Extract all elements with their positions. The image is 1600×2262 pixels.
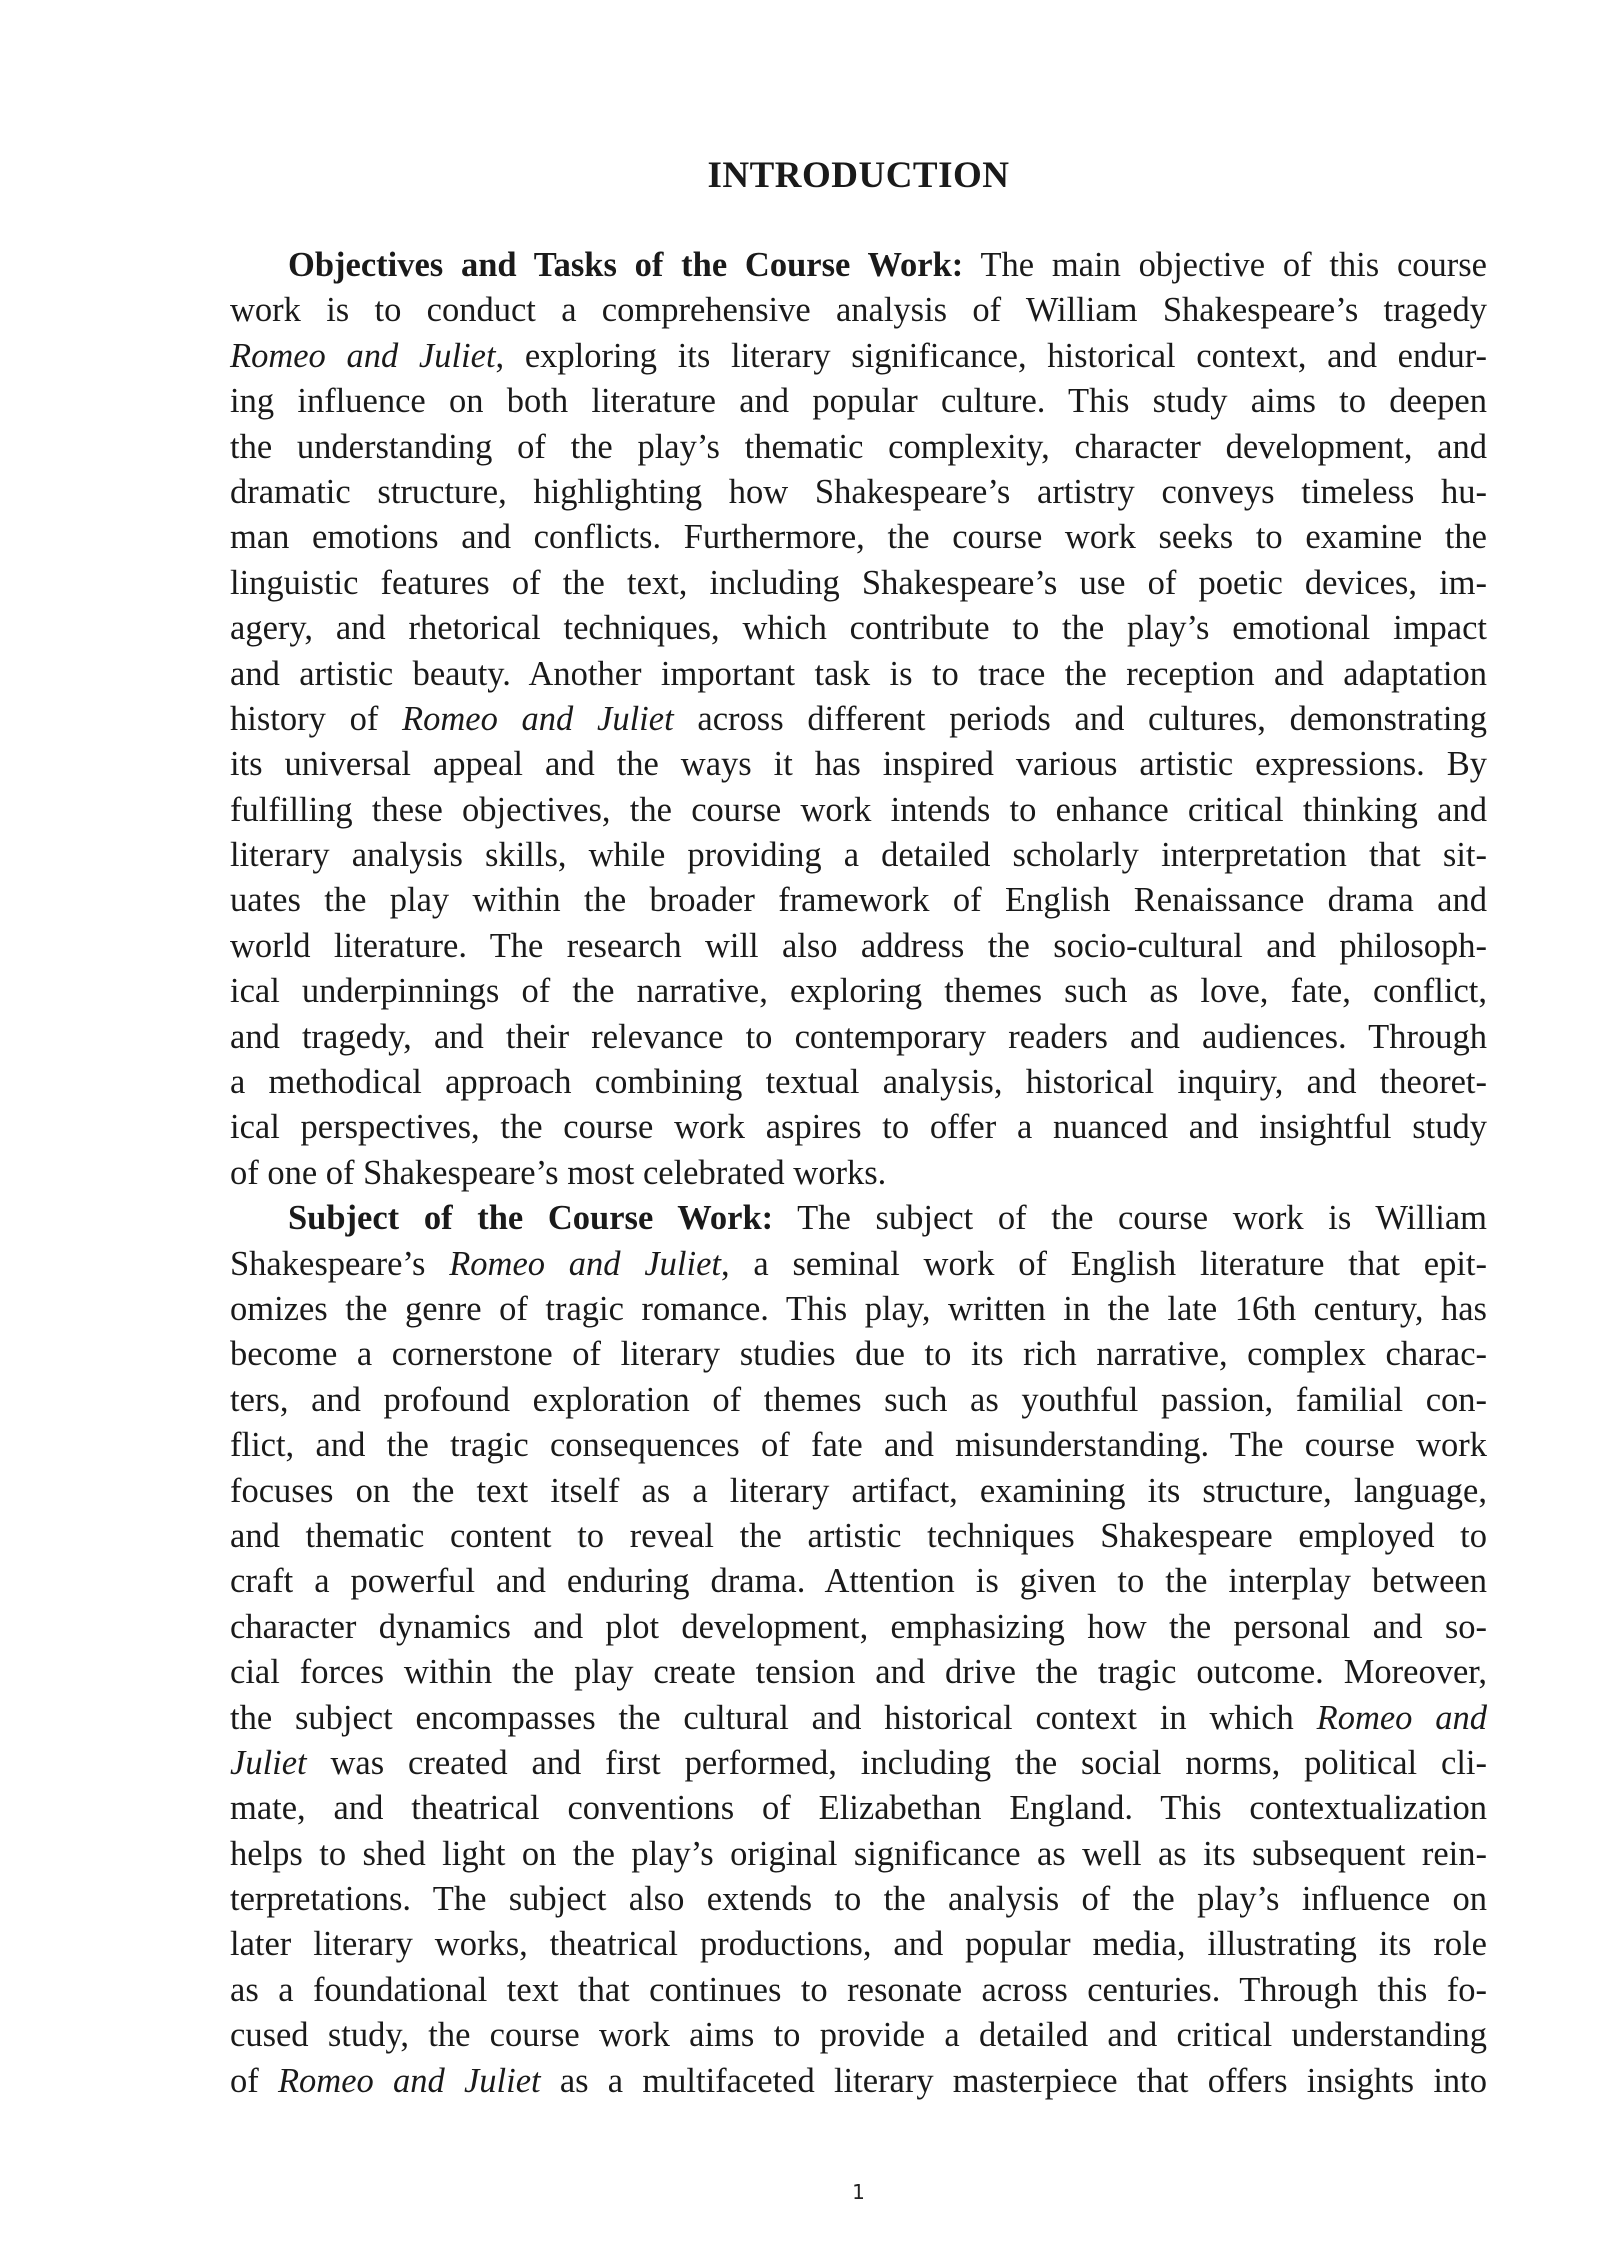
text-line: agery, and rhetorical techniques, which contribute to the play’s emotional impact xyxy=(230,609,1487,648)
paragraph xyxy=(230,243,1487,1196)
italic-title: Romeo and Juliet xyxy=(449,1244,721,1283)
text-line: focuses on the text itself as a literary artifact, examining its structure, language, xyxy=(230,1471,1487,1510)
text-line: helps to shed light on the play’s original significance as well as its subsequent rein- xyxy=(230,1834,1487,1873)
text-line: its universal appeal and the ways it has inspired various artistic expressions. By xyxy=(230,745,1487,784)
text-line: a methodical approach combining textual analysis, historical inquiry, and theoret- xyxy=(230,1063,1487,1102)
document-page xyxy=(230,0,1487,2262)
text-line: linguistic features of the text, including Shakespeare’s use of poetic devices, im- xyxy=(230,563,1487,602)
text-line: ical underpinnings of the narrative, exploring themes such as love, fate, conflict, xyxy=(230,972,1487,1011)
text-line: fulfilling these objectives, the course work intends to enhance critical thinking and xyxy=(230,790,1487,829)
text-line: man emotions and conflicts. Furthermore, the course work seeks to examine the xyxy=(230,518,1487,557)
text-line: history of Romeo and Juliet across different periods and cultures, demonstrating xyxy=(230,699,1487,738)
document-body xyxy=(230,243,1487,2104)
text-line: of Romeo and Juliet as a multifaceted literary masterpiece that offers insights into xyxy=(230,2061,1488,2100)
text-line: the subject encompasses the cultural and historical context in which Romeo and xyxy=(230,1698,1487,1737)
text-line: ters, and profound exploration of themes such as youthful passion, familial con- xyxy=(230,1380,1487,1419)
paragraph xyxy=(230,1196,1487,2104)
text-line: Subject of the Course Work: The subject of the course work is William xyxy=(288,1199,1488,1238)
text-line: dramatic structure, highlighting how Shakespeare’s artistry conveys timeless hu- xyxy=(230,472,1487,511)
paragraph-heading: Objectives and Tasks of the Course Work: xyxy=(288,246,964,284)
text-line: as a foundational text that continues to resonate across centuries. Through this fo- xyxy=(230,1970,1487,2009)
text-line: Juliet was created and first performed, including the social norms, political cli- xyxy=(230,1743,1487,1782)
text-line: ical perspectives, the course work aspires to offer a nuanced and insightful study xyxy=(230,1108,1487,1147)
paragraph-heading: Subject of the Course Work: xyxy=(288,1199,774,1238)
text-line: Romeo and Juliet, exploring its literary significance, historical context, and endur- xyxy=(230,336,1487,375)
text-line: cial forces within the play create tension and drive the tragic outcome. Moreover, xyxy=(230,1653,1487,1692)
page-number: 1 xyxy=(852,2180,865,2204)
text-line: become a cornerstone of literary studies due to its rich narrative, complex charac- xyxy=(230,1335,1487,1374)
text-line: flict, and the tragic consequences of fate and misunderstanding. The course work xyxy=(230,1426,1487,1465)
italic-title: Romeo and Juliet xyxy=(402,699,674,738)
italic-title: Romeo and Juliet xyxy=(230,336,496,375)
text-line: and artistic beauty. Another important task is to trace the reception and adaptation xyxy=(230,654,1487,693)
text-line: and tragedy, and their relevance to contemporary readers and audiences. Through xyxy=(230,1017,1487,1056)
text-line: of one of Shakespeare’s most celebrated works. xyxy=(230,1153,887,1192)
italic-title: Romeo and Juliet xyxy=(277,2061,541,2100)
text-line: world literature. The research will also address the socio-cultural and philosoph- xyxy=(230,926,1487,965)
text-line: uates the play within the broader framework of English Renaissance drama and xyxy=(230,881,1487,920)
italic-title: Juliet xyxy=(230,1743,307,1782)
text-line: omizes the genre of tragic romance. This play, written in the late 16th century, has xyxy=(230,1289,1487,1328)
text-line: Shakespeare’s Romeo and Juliet, a seminal work of English literature that epit- xyxy=(230,1244,1487,1283)
italic-title: Romeo and xyxy=(1316,1698,1487,1737)
text-line: mate, and theatrical conventions of Elizabethan England. This contextualization xyxy=(230,1789,1487,1828)
text-line: later literary works, theatrical productions, and popular media, illustrating its role xyxy=(230,1925,1487,1964)
text-line: terpretations. The subject also extends to the analysis of the play’s influence on xyxy=(230,1880,1487,1919)
text-line: character dynamics and plot development, emphasizing how the personal and so- xyxy=(230,1607,1487,1646)
page-title: INTRODUCTION xyxy=(707,155,1010,196)
text-line: craft a powerful and enduring drama. Attention is given to the interplay between xyxy=(230,1562,1487,1601)
text-line: cused study, the course work aims to provide a detailed and critical understanding xyxy=(230,2016,1487,2055)
text-line: the understanding of the play’s thematic complexity, character development, and xyxy=(230,427,1487,466)
text-line: ing influence on both literature and popular culture. This study aims to deepen xyxy=(230,382,1487,421)
text-line: work is to conduct a comprehensive analysis of William Shakespeare’s tragedy xyxy=(230,291,1487,330)
text-line: literary analysis skills, while providing a detailed scholarly interpretation that sit- xyxy=(230,836,1487,875)
text-line: and thematic content to reveal the artistic techniques Shakespeare employed to xyxy=(230,1516,1487,1555)
text-line: Objectives and Tasks of the Course Work: The main objective of this course xyxy=(288,246,1487,284)
